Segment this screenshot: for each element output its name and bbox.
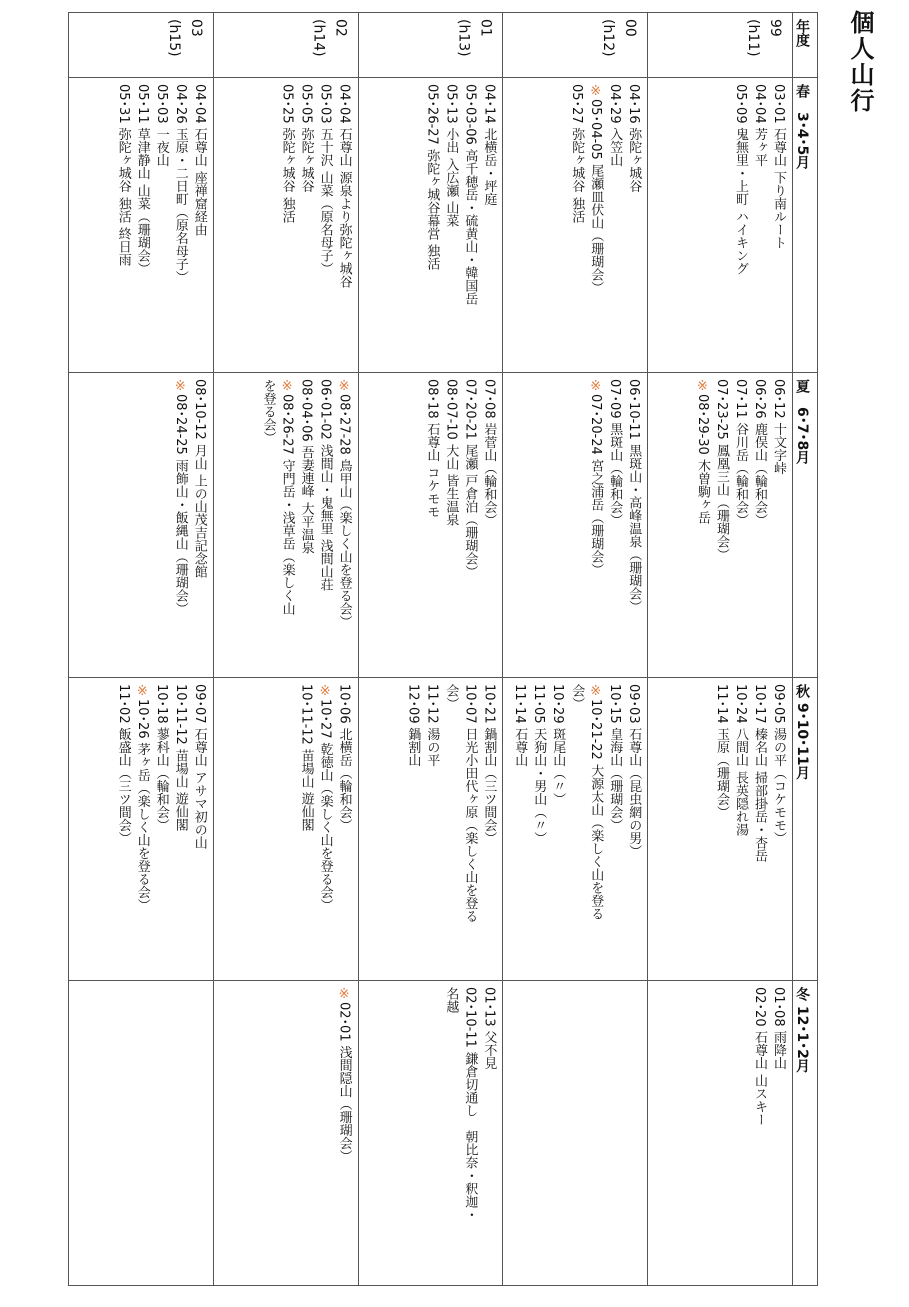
trip-text: 04･26 玉原・二日町（原名母子）: [172, 84, 188, 284]
trip-entry: [586, 379, 605, 673]
trip-entry: [422, 684, 441, 976]
trip-entry: [422, 84, 441, 368]
trip-entry: [441, 379, 460, 673]
trip-entry: [712, 379, 731, 673]
year-cell: [214, 13, 358, 78]
trip-text: 04･04 芳ヶ平: [751, 84, 767, 167]
trip-text: 08･27-28 鳥甲山（楽しく山を登る会）: [336, 394, 352, 628]
note-mark: ※: [134, 684, 150, 699]
trip-text: 10･24 八間山 長英隠れ湯: [732, 684, 748, 836]
trip-text: 11･02 飯盛山（三ツ間会）: [115, 684, 131, 845]
header-summer: [793, 373, 817, 678]
trip-text: 04･04 石尊山 源泉より弥陀ヶ城谷: [336, 84, 352, 288]
trip-text: 08･26-27 守門岳・浅草岳（楽しく山: [279, 394, 295, 615]
trip-entry: [335, 379, 354, 673]
year-row-03: [68, 12, 213, 1286]
trip-text: 08･18 石尊山 コケモモ: [424, 379, 440, 518]
note-mark: ※: [172, 379, 188, 394]
year-row-00: [502, 12, 647, 1286]
trip-text: 10･11-12 苗場山 遊仙閣: [172, 684, 188, 832]
trip-entry: [316, 684, 335, 976]
trip-entry: [750, 84, 769, 368]
trip-text: 10･27 乾徳山（楽しく山を登る会）: [317, 699, 333, 912]
trip-text: 02･10-11 鎌倉切通し 朝比奈・釈迦・: [462, 987, 478, 1221]
trip-entry: [731, 84, 750, 368]
winter-cell: [359, 981, 503, 1287]
trip-entry: [152, 84, 171, 368]
autumn-cell: [359, 678, 503, 981]
trip-entry: [567, 684, 586, 976]
trip-text: 09･07 石尊山 アサマ初の山: [191, 684, 207, 849]
trip-entry: [114, 84, 133, 368]
header-autumn-label: 秋 9･10･11月: [794, 684, 810, 780]
summer-cell: [648, 373, 792, 678]
trip-entry: [171, 379, 190, 673]
header-winter: [793, 981, 817, 1287]
trip-entry: [460, 987, 479, 1283]
trip-entry: [133, 84, 152, 368]
trip-entry: [133, 684, 152, 976]
trip-text: 05･13 小出 入広瀬 山菜: [443, 84, 459, 227]
trip-entry: [769, 684, 788, 976]
summer-cell: [359, 373, 503, 678]
year-label: 00: [622, 19, 639, 37]
trip-text: 06･01-02 浅間山・鬼無里 浅間山荘: [317, 379, 333, 592]
spring-cell: [214, 78, 358, 373]
year-label: 01: [477, 19, 494, 37]
winter-cell: [214, 981, 358, 1287]
trip-text: 10･15 皇海山（珊瑚会）: [607, 684, 623, 832]
trip-entry: [297, 84, 316, 368]
trip-entry: [479, 987, 498, 1283]
trip-text: 05･04-05 尾瀬皿伏山（珊瑚会）: [588, 99, 604, 294]
trip-text: 06･10-11 黒斑山・高峰温泉（珊瑚会）: [626, 379, 642, 613]
trip-text: 10･18 蓼科山（輪和会）: [153, 684, 169, 832]
trip-entry: [624, 684, 643, 976]
trip-entry: [335, 987, 354, 1283]
trip-entry: [278, 84, 297, 368]
winter-cell: [69, 981, 213, 1287]
trip-entry: [460, 379, 479, 673]
header-autumn: [793, 678, 817, 981]
trip-entry: [769, 379, 788, 673]
trip-text: 10･21 鍋割山（三ツ間会）: [481, 684, 497, 845]
trip-entry: [171, 84, 190, 368]
trip-entry: [731, 379, 750, 673]
era-label: (h14): [310, 19, 327, 57]
trip-text: 10･07 日光小田代ヶ原（楽しく山を登る: [462, 684, 478, 923]
trip-entry: [586, 84, 605, 368]
trip-text: 02･01 浅間隠山（珊瑚会）: [336, 1002, 352, 1163]
note-mark: ※: [279, 379, 295, 394]
trip-entry: [605, 84, 624, 368]
year-label: 03: [187, 19, 204, 37]
summer-cell: [69, 373, 213, 678]
trip-text: 06･12 十文字峠: [770, 379, 786, 475]
header-spring: [793, 78, 817, 373]
spring-cell: [648, 78, 792, 373]
trip-entry: [460, 684, 479, 976]
year-row-99: [647, 12, 792, 1286]
trip-entry: [624, 379, 643, 673]
era-label: (h12): [600, 19, 617, 57]
summer-cell: [214, 373, 358, 678]
trip-text: 05･05 弥陀ヶ城谷: [298, 84, 314, 193]
trip-text: 07･20-24 宮之浦岳（珊瑚会）: [588, 394, 604, 576]
trip-entry: [605, 379, 624, 673]
winter-cell: [503, 981, 647, 1287]
autumn-cell: [648, 678, 792, 981]
trip-text: 10･21-22 大源太山（楽しく山を登る: [588, 699, 604, 920]
trip-entry: [769, 987, 788, 1283]
autumn-cell: [214, 678, 358, 981]
trip-text: 05･03 五十沢 山菜（原名母子）: [317, 84, 333, 275]
trip-entry: [335, 684, 354, 976]
header-winter-label: 冬 12･1･2月: [794, 987, 810, 1073]
trip-entry: [297, 379, 316, 673]
winter-cell: [648, 981, 792, 1287]
header-year: [793, 13, 817, 78]
note-mark: ※: [694, 379, 710, 394]
trip-text: 02･20 石尊山 山スキー: [751, 987, 767, 1126]
trip-text: 05･09 鬼無里・上町 ハイキング: [732, 84, 748, 275]
trip-entry: [479, 379, 498, 673]
trip-text: 10･26 茅ヶ岳（楽しく山を登る会）: [134, 699, 150, 912]
trip-text: 07･08 岩菅山（輪和会）: [481, 379, 497, 527]
trip-entry: [316, 379, 335, 673]
trip-entry: [114, 684, 133, 976]
trip-entry: [316, 84, 335, 368]
trip-entry: [190, 379, 209, 673]
trip-entry: [750, 684, 769, 976]
trip-text: 10･11-12 苗場山 遊仙閣: [298, 684, 314, 832]
trip-text: 10･29 斑尾山（〃）: [550, 684, 566, 806]
trip-text: 08･24-25 雨飾山・飯縄山（珊瑚会）: [172, 394, 188, 615]
note-mark: ※: [588, 684, 604, 699]
trip-entry: [479, 84, 498, 368]
trip-text: 05･11 草津静山 山菜（珊瑚会）: [134, 84, 150, 275]
trip-entry: [731, 684, 750, 976]
trip-text: 04･14 北横岳・坪庭: [481, 84, 497, 206]
year-cell: [648, 13, 792, 78]
trip-entry: [297, 684, 316, 976]
trip-entry: [624, 84, 643, 368]
trip-entry: [190, 684, 209, 976]
trip-text: 12･09 鍋割山: [405, 684, 421, 767]
trip-text: 08･10-12 月山 上の山茂吉記念館: [191, 379, 207, 579]
trip-text: 07･11 谷川岳（輪和会）: [732, 379, 748, 527]
trip-entry: [441, 84, 460, 368]
trip-entry: [171, 684, 190, 976]
trip-text: 04･16 弥陀ヶ城谷: [626, 84, 642, 193]
trip-text: 11･14 石尊山: [512, 684, 528, 767]
trip-entry: [278, 379, 297, 673]
trip-entry: [510, 684, 529, 976]
trip-text: 04･29 入笠山: [607, 84, 623, 167]
year-cell: [69, 13, 213, 78]
trip-text: 11･12 湯の平: [424, 684, 440, 767]
trip-text: 11･14 玉原（珊瑚会）: [713, 684, 729, 819]
trip-entry: [152, 684, 171, 976]
trip-entry: [693, 379, 712, 673]
trip-entry: [529, 684, 548, 976]
autumn-cell: [69, 678, 213, 981]
trip-entry: [750, 987, 769, 1283]
trip-text: 05･03-06 高千穂岳・硫黄山・韓国岳: [462, 84, 478, 305]
trip-text: 01･08 雨降山: [770, 987, 786, 1070]
header-year-label: 年度: [794, 19, 810, 47]
header-column: [792, 12, 818, 1286]
page-title: 個人山行: [846, 10, 875, 114]
trip-entry: [548, 684, 567, 976]
trip-entry: [422, 379, 441, 673]
trip-entry: [567, 84, 586, 368]
summer-cell: [503, 373, 647, 678]
trip-entry: [479, 684, 498, 976]
trip-text: 01･13 父不見: [481, 987, 497, 1070]
trip-entry: [259, 379, 278, 673]
year-row-01: [358, 12, 503, 1286]
trip-text: 07･20-21 尾瀬 戸倉泊（珊瑚会）: [462, 379, 478, 579]
trip-text: 09･05 湯の平（コケモモ）: [770, 684, 786, 845]
schedule-table: [68, 12, 818, 1286]
year-label: 99: [766, 19, 783, 37]
year-cell: [359, 13, 503, 78]
trip-text: 10･06 北横岳（輪和会）: [336, 684, 352, 832]
trip-entry: [605, 684, 624, 976]
trip-text: 05･26-27 弥陀ヶ城谷幕営 独活: [424, 84, 440, 271]
header-summer-label: 夏 6･7･8月: [794, 379, 810, 465]
trip-text: 03･01 石尊山 下り南ルート: [770, 84, 786, 249]
spring-cell: [359, 78, 503, 373]
trip-text: 07･23-25 鳳凰三山（珊瑚会）: [713, 379, 729, 561]
trip-text: 会）: [443, 684, 459, 710]
autumn-cell: [503, 678, 647, 981]
year-label: 02: [332, 19, 349, 37]
note-mark: ※: [336, 987, 352, 1002]
trip-text: 08･29-30 木曽駒ヶ岳: [694, 394, 710, 524]
spring-cell: [503, 78, 647, 373]
trip-text: 会）: [569, 684, 585, 710]
trip-entry: [441, 987, 460, 1283]
trip-entry: [441, 684, 460, 976]
trip-text: 05･03 一夜山: [153, 84, 169, 167]
note-mark: ※: [336, 379, 352, 394]
trip-entry: [712, 684, 731, 976]
trip-text: 06･26 鹿俣山（輪和会）: [751, 379, 767, 527]
trip-text: 08･07-10 大山 皆生温泉: [443, 379, 459, 527]
trip-entry: [335, 84, 354, 368]
trip-text: 11･05 天狗山・男山（〃）: [531, 684, 547, 845]
trip-entry: [769, 84, 788, 368]
trip-text: 04･04 石尊山 座禅窟経由: [191, 84, 207, 236]
note-mark: ※: [588, 379, 604, 394]
trip-entry: [403, 684, 422, 976]
trip-text: 05･31 弥陀ヶ城谷 独活 終日雨: [115, 84, 131, 266]
trip-entry: [750, 379, 769, 673]
trip-text: を登る会）: [260, 379, 276, 444]
era-label: (h15): [165, 19, 182, 57]
era-label: (h11): [744, 19, 761, 57]
trip-entry: [586, 684, 605, 976]
trip-text: 10･17 榛名山 掃部掛岳・杏岳: [751, 684, 767, 862]
trip-text: 09･03 石尊山（昆虫網の男）: [626, 684, 642, 858]
year-row-02: [213, 12, 358, 1286]
note-mark: ※: [588, 84, 604, 99]
trip-text: 08･04･06 吾妻連峰 大平温泉: [298, 379, 314, 554]
trip-text: 名越: [443, 987, 459, 1013]
trip-entry: [190, 84, 209, 368]
trip-text: 05･27 弥陀ヶ城谷 独活: [569, 84, 585, 223]
trip-text: 07･09 黒斑山（輪和会）: [607, 379, 623, 527]
trip-entry: [460, 84, 479, 368]
note-mark: ※: [317, 684, 333, 699]
trip-text: 05･25 弥陀ヶ城谷 独活: [279, 84, 295, 223]
header-spring-label: 春 3･4･5月: [794, 84, 810, 170]
year-cell: [503, 13, 647, 78]
spring-cell: [69, 78, 213, 373]
era-label: (h13): [455, 19, 472, 57]
